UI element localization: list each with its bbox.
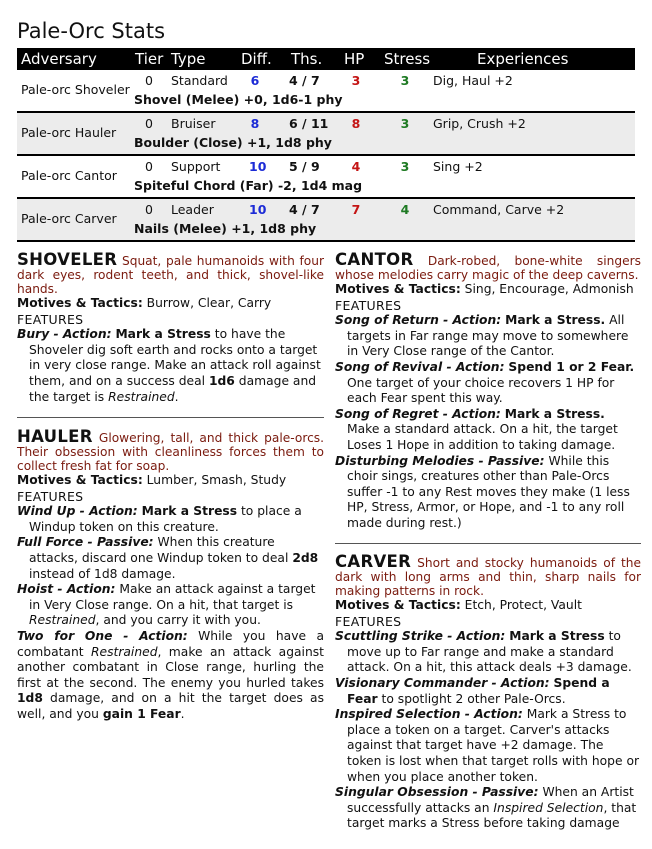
feature-text: When an Artist successfully attacks an	[347, 785, 634, 815]
section-divider	[335, 543, 641, 544]
feature-cost: Spend 1 or 2 Fear.	[508, 359, 635, 374]
cell-tier: 0	[145, 116, 153, 131]
cell-stress: 3	[400, 73, 410, 88]
feature-text: to place a Windup token on this creature.	[29, 504, 302, 534]
feature-fear-gain: gain 1 Fear	[102, 706, 181, 721]
cell-ths: 4 / 7	[289, 202, 320, 217]
feature-scuttling-strike	[335, 629, 641, 676]
features-heading: FEATURES	[17, 488, 84, 504]
feature-singular-obsession	[335, 785, 641, 832]
feature-text: to move up to Far range and make a standard attack. On a hit, this attack deals +3 damage.	[347, 629, 632, 675]
table-row	[17, 199, 635, 242]
cell-hp: 3	[351, 73, 361, 88]
cell-attack: Shovel (Melee) +0, 1d6-1 phy	[134, 92, 343, 107]
statblock-name: CANTOR	[335, 250, 414, 269]
feature-name: Song of Revival - Action:	[335, 359, 505, 374]
feature-cost: Mark a Stress.	[504, 406, 605, 421]
feature-text: While this choir sings, creatures other than Pale-Orcs suffer -1 to any Rest moves they make (1 less HP, Stress, Armor, or Hope, and -1 to any roll made during rest.)	[347, 453, 630, 530]
motives-line	[17, 296, 324, 312]
feature-text: When this creature attacks, discard one Windup token to deal	[29, 535, 289, 565]
header-type: Type	[171, 50, 206, 68]
feature-disturbing-melodies	[335, 454, 641, 532]
header-tier: Tier	[135, 50, 164, 68]
cell-type: Standard	[171, 73, 228, 88]
cell-hp: 4	[351, 159, 361, 174]
cantor-statblock	[335, 250, 641, 532]
feature-condition: Restrained	[29, 613, 96, 628]
statblock-name: SHOVELER	[17, 250, 118, 269]
table-row	[17, 70, 635, 113]
cell-hp: 7	[351, 202, 361, 217]
shoveler-statblock	[17, 250, 324, 405]
header-diff: Diff.	[241, 50, 272, 68]
header-stress: Stress	[384, 50, 431, 68]
motives-label: Motives & Tactics:	[335, 598, 461, 612]
feature-name: Visionary Commander - Action:	[335, 675, 550, 690]
cell-name: Pale-orc Hauler	[21, 125, 117, 140]
feature-text: Make a standard attack. On a hit, the target Loses 1 Hope in addition to taking damage.	[347, 422, 618, 452]
cell-experiences: Command, Carve +2	[433, 202, 565, 217]
statblock-header	[335, 250, 641, 282]
cell-stress: 3	[400, 159, 410, 174]
motives-text: Lumber, Smash, Study	[146, 473, 287, 487]
cell-tier: 0	[145, 159, 153, 174]
statblock-description: Glowering, tall, and thick pale-orcs. Their obsession with cleanliness forces them to collect fresh fat for soap.	[17, 431, 324, 473]
feature-cost: Mark a Stress.	[505, 313, 606, 328]
cell-attack: Boulder (Close) +1, 1d8 phy	[134, 135, 332, 150]
feature-two-for-one	[17, 629, 324, 723]
motives-text: Etch, Protect, Vault	[464, 598, 582, 612]
feature-name: Singular Obsession - Passive:	[335, 785, 539, 800]
statblock-header	[17, 250, 324, 296]
feature-text: damage and the target is	[29, 373, 317, 404]
cell-stress: 4	[400, 202, 410, 217]
motives-text: Burrow, Clear, Carry	[146, 296, 272, 310]
feature-full-force	[17, 535, 324, 582]
motives-text: Sing, Encourage, Admonish	[464, 282, 634, 296]
table-row	[17, 156, 635, 199]
cell-diff: 10	[249, 202, 267, 217]
cell-diff: 6	[250, 73, 260, 88]
feature-text: , and you carry it with you.	[95, 613, 261, 628]
feature-cost: Mark a Stress	[115, 327, 211, 342]
feature-cost: Spend a Fear	[347, 675, 610, 706]
feature-name: Hoist - Action:	[17, 582, 116, 597]
feature-text: to have the Shoveler dig soft earth and rocks onto a target in very close range. Make an attack roll against them, and on a success deal	[29, 327, 321, 388]
motives-line	[17, 473, 324, 489]
features-heading: FEATURES	[17, 311, 84, 327]
motives-label: Motives & Tactics:	[17, 473, 143, 487]
statblock-name: CARVER	[335, 552, 412, 571]
statblock-description: Squat, pale humanoids with four dark eyes, rodent teeth, and thick, shovel-like hands.	[17, 254, 324, 296]
cell-experiences: Grip, Crush +2	[433, 116, 526, 131]
header-adversary: Adversary	[21, 50, 97, 68]
feature-name: Scuttling Strike - Action:	[335, 629, 506, 644]
cell-ths: 6 / 11	[289, 116, 329, 131]
section-divider	[17, 417, 324, 418]
feature-text: , make an attack against another combatant in Close range, hurling the first at the second. The enemy you hurled takes	[17, 644, 324, 690]
motives-label: Motives & Tactics:	[335, 282, 461, 296]
feature-name: Disturbing Melodies - Passive:	[335, 453, 545, 468]
cell-tier: 0	[145, 73, 153, 88]
feature-bury	[17, 327, 324, 405]
cell-ths: 4 / 7	[289, 73, 320, 88]
header-experiences: Experiences	[477, 50, 569, 68]
feature-condition: Restrained	[90, 644, 158, 659]
cell-hp: 8	[351, 116, 361, 131]
statblock-description: Short and stocky humanoids of the dark with long arms and thin, sharp nails for making patterns in rock.	[335, 556, 641, 598]
header-hp: HP	[344, 50, 365, 68]
feature-text: All targets in Far range may move to somewhere in Very Close range of the Cantor.	[347, 313, 629, 359]
feature-inspired-selection	[335, 707, 641, 785]
cell-stress: 3	[400, 116, 410, 131]
carver-statblock	[335, 552, 641, 832]
cell-tier: 0	[145, 202, 153, 217]
feature-text: .	[174, 389, 179, 404]
feature-wind-up	[17, 504, 324, 535]
feature-text: to spotlight 2 other Pale-Orcs.	[381, 691, 566, 706]
cell-diff: 8	[250, 116, 260, 131]
table-row	[17, 113, 635, 156]
feature-visionary-commander	[335, 676, 641, 707]
feature-text: One target of your choice recovers 1 HP for each Fear spent this way.	[347, 375, 615, 406]
feature-cost: Mark a Stress	[509, 629, 605, 644]
features-heading: FEATURES	[335, 613, 402, 629]
feature-text: Mark a Stress to place a token on a target. Carver's attacks against that target have +2 damage. The token is lost when that target rolls with hope or when you place another token.	[347, 707, 640, 784]
feature-cost: Mark a Stress	[141, 504, 238, 519]
feature-condition: Restrained	[108, 389, 175, 404]
cell-name: Pale-orc Carver	[21, 211, 117, 226]
cell-attack: Spiteful Chord (Far) -2, 1d4 mag	[134, 178, 363, 193]
cell-ths: 5 / 9	[289, 159, 320, 174]
feature-damage: 1d6	[208, 373, 235, 388]
feature-text: Make an attack against a target in Very Close range. On a hit, that target is	[29, 582, 316, 612]
cell-diff: 10	[249, 159, 267, 174]
cell-experiences: Dig, Haul +2	[433, 73, 513, 88]
feature-name: Song of Regret - Action:	[335, 406, 501, 421]
cell-name: Pale-orc Cantor	[21, 168, 117, 183]
statblock-description: Dark-robed, bone-white singers whose melodies carry magic of the deep caverns.	[335, 254, 641, 282]
cell-type: Bruiser	[171, 116, 216, 131]
page-title: Pale-Orc Stats	[17, 19, 166, 43]
feature-name: Wind Up - Action:	[17, 504, 138, 519]
motives-line	[335, 598, 641, 614]
hauler-statblock	[17, 427, 324, 723]
feature-text: .	[180, 706, 185, 721]
feature-hoist	[17, 582, 324, 629]
feature-text: , that target marks a Stress before taking damage	[347, 800, 637, 831]
adversary-table	[17, 48, 635, 242]
feature-name: Song of Return - Action:	[335, 313, 502, 328]
table-header	[17, 48, 635, 70]
cell-name: Pale-orc Shoveler	[21, 82, 130, 97]
motives-label: Motives & Tactics:	[17, 296, 143, 310]
feature-name: Inspired Selection - Action:	[335, 707, 523, 722]
statblock-header	[17, 427, 324, 473]
feature-song-of-return	[335, 313, 641, 360]
features-heading: FEATURES	[335, 297, 402, 313]
feature-song-of-revival	[335, 360, 641, 407]
feature-damage: 1d8	[17, 691, 43, 706]
motives-line	[335, 282, 641, 298]
feature-name: Two for One - Action:	[17, 628, 188, 643]
feature-damage: 2d8	[292, 550, 319, 565]
cell-type: Support	[171, 159, 221, 174]
cell-type: Leader	[171, 202, 214, 217]
feature-text: While you have a combatant	[17, 628, 324, 659]
feature-italic-term: Inspired Selection	[493, 800, 604, 815]
header-ths: Ths.	[291, 50, 323, 68]
feature-name: Full Force - Passive:	[17, 535, 154, 550]
cell-attack: Nails (Melee) +1, 1d8 phy	[134, 221, 317, 236]
feature-text: damage, and on a hit the target does as well, and you	[17, 691, 324, 721]
cell-experiences: Sing +2	[433, 159, 483, 174]
feature-text: instead of 1d8 damage.	[29, 566, 176, 581]
statblock-name: HAULER	[17, 427, 93, 446]
statblock-header	[335, 552, 641, 598]
feature-name: Bury - Action:	[17, 327, 112, 342]
feature-song-of-regret	[335, 407, 641, 454]
